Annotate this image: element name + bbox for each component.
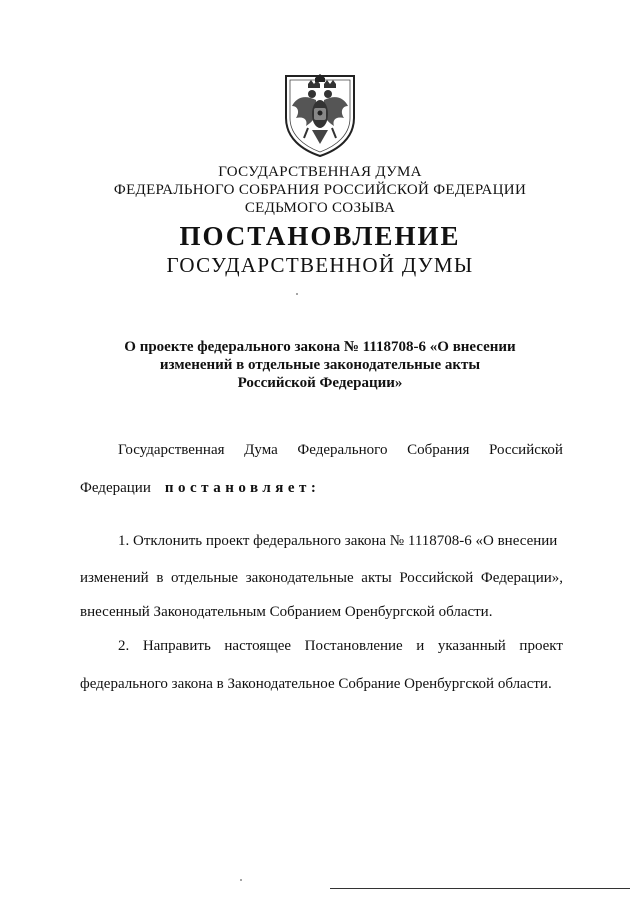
- scan-speck: [240, 879, 242, 881]
- header-line-convocation: СЕДЬМОГО СОЗЫВА: [244, 200, 396, 216]
- item1-word: отдельные: [171, 570, 239, 586]
- item1-line-1: 1. Отклонить проект федерального закона № 1118708-6 «О внесении: [118, 533, 558, 549]
- subject-line-3: Российской Федерации»: [237, 375, 403, 391]
- header-line-duma: ГОСУДАРСТВЕННАЯ ДУМА: [218, 164, 422, 180]
- header-line-assembly: ФЕДЕРАЛЬНОГО СОБРАНИЯ РОССИЙСКОЙ ФЕДЕРАЦИИ: [113, 182, 527, 198]
- document-title: ПОСТАНОВЛЕНИЕ: [179, 221, 461, 251]
- item2-word: настоящее: [224, 638, 292, 654]
- item2-word: Направить: [142, 638, 211, 654]
- item1-word: акты: [361, 570, 392, 586]
- item1-line-3: внесенный Законодательным Собранием Оренбургской области.: [80, 604, 493, 620]
- preamble-word: Российской: [489, 442, 563, 458]
- item2-word: проект: [519, 638, 563, 654]
- item2-word: Постановление: [304, 638, 403, 654]
- item2-word: указанный: [437, 638, 506, 654]
- item1-word: Федерации»,: [480, 570, 563, 586]
- scan-speck: [296, 293, 298, 295]
- coat-of-arms-icon: [282, 72, 358, 158]
- item1-word: изменений: [80, 570, 149, 586]
- item2-word: и: [416, 638, 425, 654]
- issuer-header: [0, 163, 640, 217]
- item2-word: 2.: [118, 638, 130, 654]
- resolution-verb: постановляет:: [164, 480, 321, 496]
- item1-word: законодательные: [245, 570, 354, 586]
- item1-word: Российской: [399, 570, 474, 586]
- footer-rule: [330, 888, 630, 889]
- item2-line-2: федерального закона в Законодательное Собрание Оренбургской области.: [80, 676, 552, 692]
- preamble-word: Собрания: [407, 442, 470, 458]
- item2-line-1: [118, 638, 563, 655]
- document-subtitle: ГОСУДАРСТВЕННОЙ ДУМЫ: [166, 253, 474, 277]
- preamble-word: Дума: [244, 442, 278, 458]
- preamble-word: Федерального: [297, 442, 388, 458]
- preamble-line-1: [118, 442, 563, 459]
- subject-line-2: изменений в отдельные законодательные акты: [159, 357, 481, 373]
- preamble-line-2: [80, 480, 563, 497]
- document-subject: [0, 338, 640, 392]
- preamble-line2-start: Федерации: [80, 480, 151, 496]
- preamble-word: Государственная: [118, 442, 225, 458]
- item1-line-2: [80, 570, 563, 587]
- item1-word: в: [156, 570, 164, 586]
- subject-line-1: О проекте федерального закона № 1118708-6 «О внесении: [124, 339, 516, 355]
